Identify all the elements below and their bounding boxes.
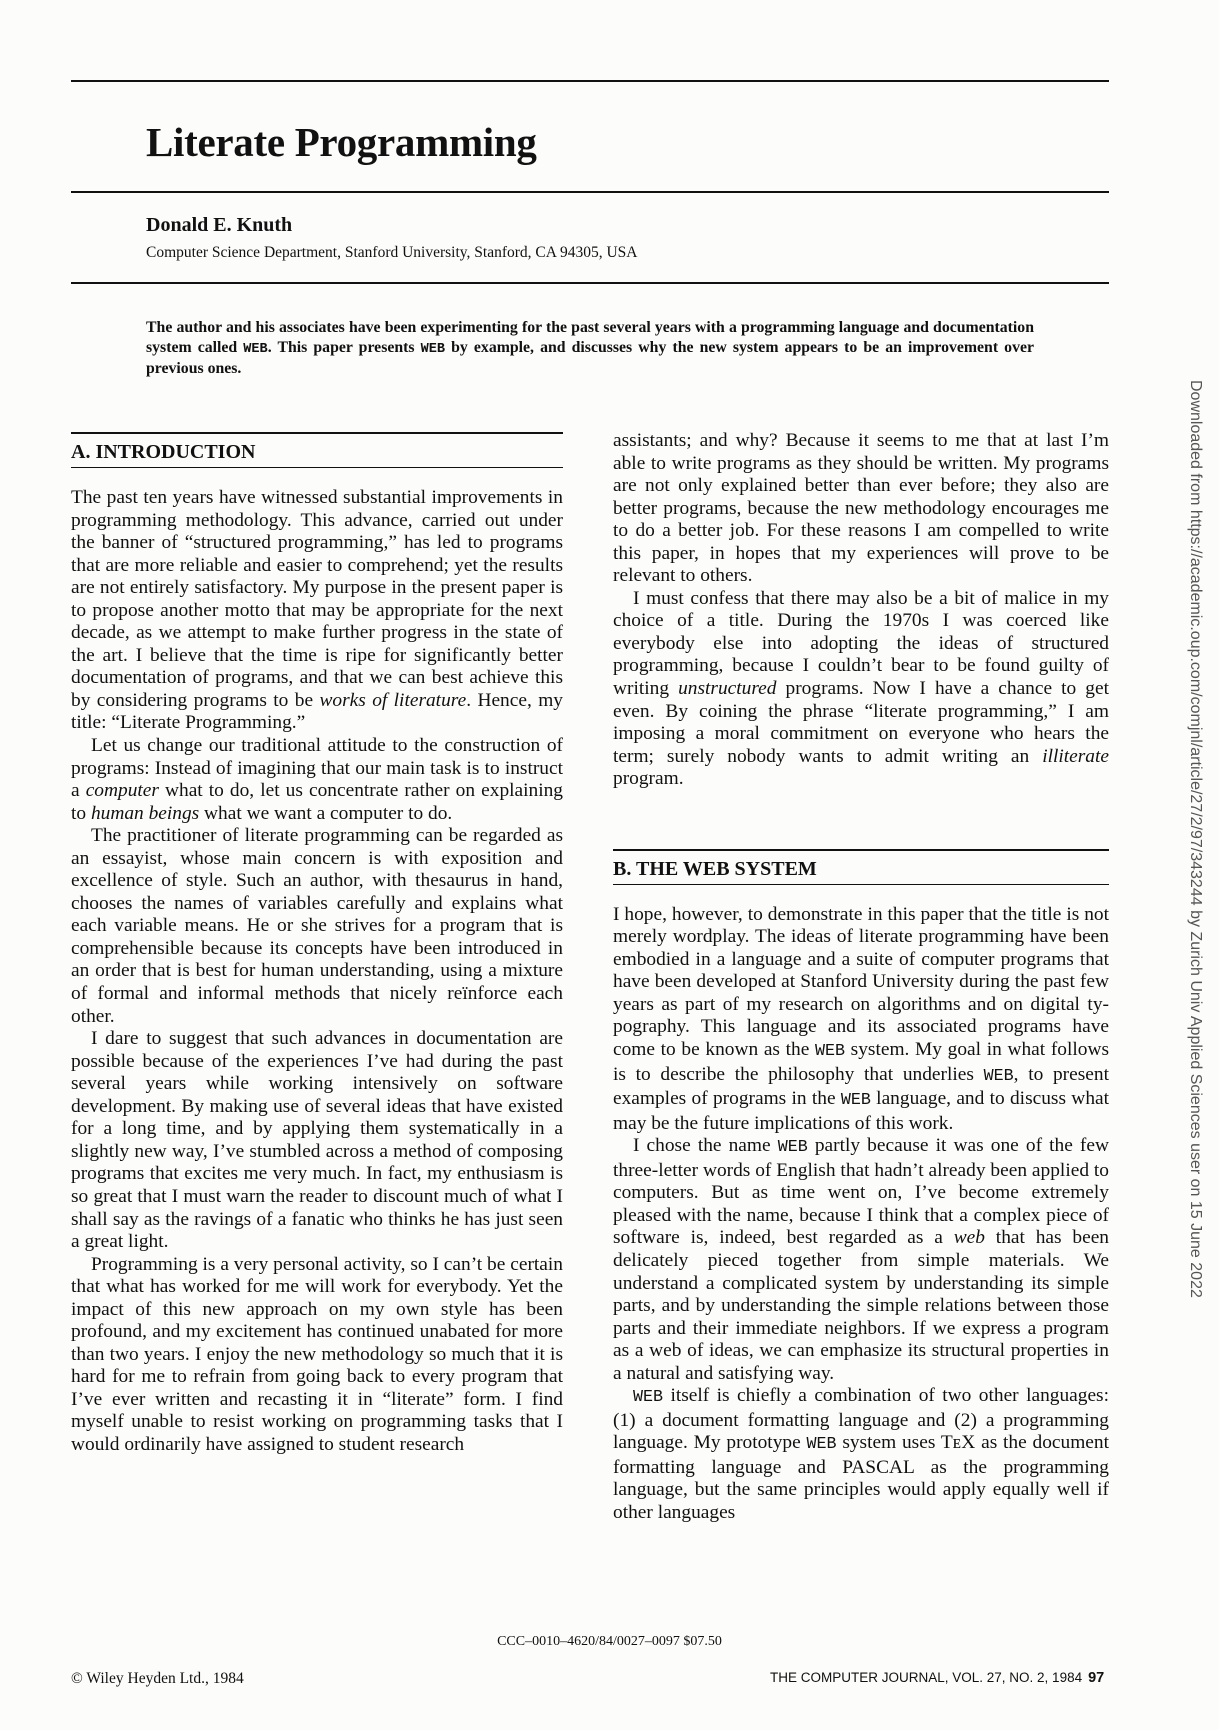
text-run: The past ten years have witnessed substantial improvements in programming methodology. This advance, carried out under the banner of “structured programming,” has led to programs that are more reliable and easier to comprehend; yet the results are not entirely satisfactory. My purpose in the present paper is to propose another motto that may be appropriate for the next decade, as we attempt to make further progress in the state of the art. I believe that the time is ripe for significantly better documentation of programs, and that we can best achieve this by considering programs to be xyxy=(71,487,563,711)
author-rule xyxy=(71,282,1109,284)
web-name: WEB xyxy=(815,1042,846,1062)
italic-text: human beings xyxy=(90,802,200,824)
web-name: WEB xyxy=(243,341,268,357)
left-column xyxy=(71,430,563,1457)
text-run: The practitioner of literate programming can be regarded as an essayist, whose main concern is with exposition and excellence of style. Such an author, with thesaurus in hand, chooses the names of variables carefully and explains what each variable means. He or she strives for a program that is comprehensible because its concepts have been introduced in an order that is best for human understanding, using a mixture of formal and informal methods that nicely reïnforce each other. xyxy=(71,825,563,1027)
italic-text: web xyxy=(953,1227,985,1249)
text-run: . This paper presents xyxy=(267,338,421,356)
text-run: I chose the name xyxy=(633,1135,778,1157)
italic-text: computer xyxy=(85,780,159,802)
paragraph xyxy=(613,1135,1109,1385)
web-name: WEB xyxy=(983,1066,1014,1086)
text-run: assistants; and why? Because it seems to me that at last I’m able to write programs as they should be written. My programs are not only explained better than ever before; they also are better programs, because the new methodology encourages me to do a better job. For these reasons I am compelled to write this paper, in hopes that my experiences will prove to be relevant to others. xyxy=(613,430,1109,587)
text-run: Programming is a very personal activity, so I can’t be certain that what has worked for me will work for everybody. Yet the impact of this new approach on my own style has been profound, and my excitement has continued unabated for more than two years. I enjoy the new methodology so much that it is hard for me to refrain from going back to every program that I’ve ever written and recasting it in “literate” form. I find myself unable to resist working on programming tasks that I would ordinarily have assigned to student research xyxy=(71,1253,563,1455)
journal-name: THE COMPUTER JOURNAL, VOL. 27, NO. 2, 1984 xyxy=(770,1670,1083,1685)
italic-text: unstructured xyxy=(678,678,777,700)
footer-journal xyxy=(770,1670,1104,1686)
paragraph xyxy=(613,430,1109,588)
web-name: WEB xyxy=(777,1138,808,1158)
paragraph xyxy=(71,735,563,825)
text-run: program. xyxy=(613,768,684,790)
download-note: Downloaded from https://academic.oup.com/comjnl/article/27/2/97/343244 by Zurich Univ Applied Sciences user on 15 June 2022 xyxy=(1187,380,1204,1298)
italic-text: illiterate xyxy=(1042,745,1109,767)
top-rule xyxy=(71,80,1109,82)
text-run: system uses TᴇX as the document formatting language and PASCAL as the programming language, but the same principles would apply equally well if other languages xyxy=(613,1432,1109,1523)
text-run: that has been delicately pieced together from simple materials. We understand a complicated system by understanding its simple parts, and by understanding the simple relations between those parts and their immediate neighbors. If we express a program as a web of ideas, we can emphasize its structural properties in a natural and satisfying way. xyxy=(613,1227,1109,1384)
text-run: by example, and discusses why the new system appears to be an improvement over previous ones. xyxy=(146,338,1034,377)
right-bottom-paragraphs xyxy=(613,904,1109,1525)
web-name: WEB xyxy=(806,1435,837,1455)
paragraph xyxy=(71,487,563,735)
abstract xyxy=(146,318,1034,379)
title-rule xyxy=(71,191,1109,193)
author-affiliation: Computer Science Department, Stanford University, Stanford, CA 94305, USA xyxy=(146,244,638,261)
paragraph xyxy=(71,1254,563,1457)
italic-text: works of literature xyxy=(319,689,467,711)
text-run: I must confess that there may also be a bit of malice in my choice of a title. During the 1970s I was coerced like everybody else into adopting the ideas of structured programming, because I couldn’t bear to be found guilty of writing xyxy=(613,587,1109,700)
text-run: . Hence, my title: “Literate Programming.” xyxy=(71,689,563,734)
paragraph xyxy=(71,825,563,1028)
text-run: what we want a computer to do. xyxy=(199,802,453,824)
web-name: WEB xyxy=(420,341,446,357)
right-top-paragraphs xyxy=(613,430,1109,791)
text-run: I dare to suggest that such advances in documentation are possible because of the experiences I’ve had during the past several years while working intensively on software development. By making use of several ideas that have existed for a long time, and by applying them systematically in a slightly new way, I’ve stumbled across a method of composing programs that excites me very much. In fact, my enthusiasm is so great that I must warn the reader to discount much of what I shall say as the ravings of a fanatic who thinks he has just seen a great light. xyxy=(71,1028,563,1253)
text-run: I hope, however, to demonstrate in this paper that the title is not merely wordplay. The ideas of literate programming have been embodied in a language and a suite of computer programs that have been developed at Stanford University during the past few years as part of my research on algorithms and on digital typography. This language and its associated programs have come to be known as the xyxy=(613,903,1109,1061)
text-run: The author and his associates have been experimenting for the past several years with a programming language and documentation system called xyxy=(146,319,1034,356)
text-run: partly because it was one of the few three-letter words of English that hadn’t already been applied to computers. But as time went on, I’ve become extremely pleased with the name, because I think that a complex piece of software is, indeed, best regarded as a xyxy=(613,1135,1109,1249)
page-number: 97 xyxy=(1088,1670,1105,1686)
section-heading-introduction: A. INTRODUCTION xyxy=(71,432,563,468)
text-run: itself is chiefly a combination of two other languages: (1) a document formatting language and (2) a programming language. My prototype xyxy=(613,1385,1109,1454)
web-name: WEB xyxy=(840,1091,871,1111)
web-name: WEB xyxy=(633,1388,664,1408)
text-run: programs. Now I have a chance to get even. By coining the phrase “literate programming,” I am imposing a moral commitment on everyone who hears the term; surely nobody wants to admit writing an xyxy=(613,678,1109,767)
footer-ccc-code: CCC–0010–4620/84/0027–0097 $07.50 xyxy=(497,1634,722,1649)
footer-copyright: © Wiley Heyden Ltd., 1984 xyxy=(71,1670,244,1687)
paragraph xyxy=(613,1385,1109,1524)
text-run: system. My goal in what follows is to describe the philosophy that underlies xyxy=(613,1039,1109,1085)
section-heading-web-system: B. THE WEB SYSTEM xyxy=(613,849,1109,885)
right-column xyxy=(613,430,1109,1525)
paragraph xyxy=(613,904,1109,1135)
text-run: what to do, let us concentrate rather on explaining to xyxy=(71,780,563,824)
text-run: language, and to discuss what may be the future implications of this work. xyxy=(613,1088,1110,1134)
paragraph xyxy=(613,588,1109,791)
paper-title: Literate Programming xyxy=(146,119,537,165)
author-name: Donald E. Knuth xyxy=(146,214,293,236)
text-run: Let us change our traditional attitude to the construction of programs: Instead of imagining that our main task is to instruct a xyxy=(71,735,563,802)
left-paragraphs xyxy=(71,487,563,1457)
text-run: , to present examples of programs in the xyxy=(613,1063,1109,1110)
paragraph xyxy=(71,1028,563,1253)
